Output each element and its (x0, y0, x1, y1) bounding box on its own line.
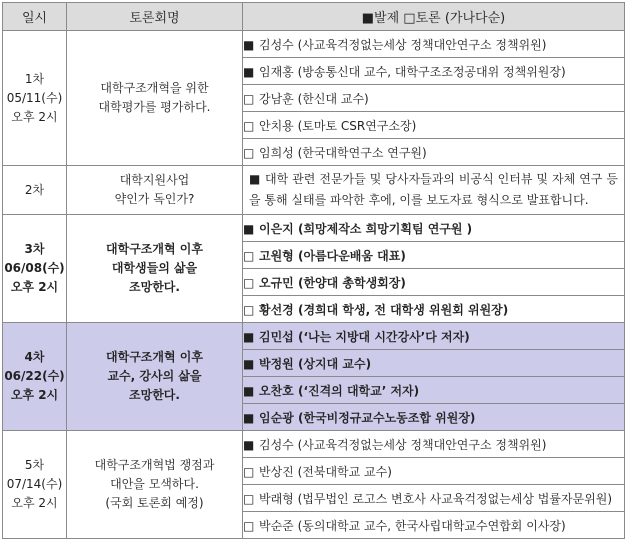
session-row (3, 166, 625, 215)
presenter-mark-icon: ■ (243, 383, 255, 398)
header-participants: ■발제 □토론 (가나다순) (243, 3, 625, 31)
participant-text: 황선경 (경희대 학생, 전 대학생 위원회 위원장) (259, 302, 509, 317)
participant (243, 112, 625, 139)
session-topic-line: 조망한다. (129, 280, 180, 294)
discussant-mark-icon: □ (243, 518, 255, 533)
session-topic-line: 조망한다. (129, 388, 180, 402)
presenter-mark-icon: ■ (243, 37, 255, 52)
participant-text: 박정원 (상지대 교수) (259, 356, 372, 371)
participant (243, 458, 625, 485)
participant (243, 296, 625, 323)
participant (243, 350, 625, 377)
presenter-mark-icon: ■ (243, 64, 255, 79)
session-date-line: 3차 (24, 242, 45, 256)
session-row (3, 215, 625, 242)
participant (243, 58, 625, 85)
participant (243, 269, 625, 296)
session-date (3, 31, 67, 166)
participant-text: 오규민 (한양대 총학생회장) (259, 275, 406, 290)
participant (243, 323, 625, 350)
participant-text: 임순광 (한국비정규교수노동조합 위원장) (259, 410, 476, 425)
participant-text: 임재홍 (방송통신대 교수, 대학구조조정공대위 정책위원장) (259, 64, 566, 79)
participant (243, 512, 625, 539)
session-date-line: 오후 2시 (11, 109, 58, 124)
session-date-line: 오후 2시 (10, 280, 59, 294)
participant-text: 김성수 (사교육걱정없는세상 정책대안연구소 정책위원) (259, 37, 547, 52)
session-date (3, 215, 67, 323)
participant-text: 이은지 (희망제작소 희망기획팀 연구원 ) (259, 221, 473, 236)
session-date-line: 06/22(수) (4, 369, 65, 383)
session-topic-line: 대안을 모색하다. (110, 477, 199, 491)
participant (243, 139, 625, 166)
participant (243, 31, 625, 58)
discussant-mark-icon: □ (243, 118, 255, 133)
participant-text: 대학 관련 전문가들 및 당사자들과의 비공식 인터뷰 및 자체 연구 등을 통해 실태를 파악한 후에, 이를 보도자료 형식으로 발표합니다. (249, 172, 618, 207)
presenter-mark-icon: ■ (243, 329, 255, 344)
discussant-mark-icon: □ (243, 302, 255, 317)
participant-text: 고원형 (아름다운배움 대표) (259, 248, 406, 263)
discussant-mark-icon: □ (243, 145, 255, 160)
schedule-table (2, 2, 625, 539)
participant-text: 박래형 (법무법인 로고스 변호사 사교육걱정없는세상 법률자문위원) (259, 491, 613, 506)
session-row (3, 323, 625, 350)
header-topic: 토론회명 (67, 3, 243, 31)
participant-text: 김민섭 (‘나는 지방대 시간강사’다 저자) (259, 329, 470, 344)
participant-text: 박순준 (동의대학교 교수, 한국사립대학교수연합회 이사장) (259, 518, 566, 533)
session-date-line: 07/14(수) (6, 477, 63, 491)
participant (243, 166, 625, 215)
session-topic-line: 대학평가를 평가하다. (98, 100, 211, 114)
presenter-mark-icon: ■ (243, 221, 255, 236)
discussant-mark-icon: □ (243, 491, 255, 506)
session-topic (67, 215, 243, 323)
session-topic-line: 대학구조개혁을 위한 (100, 81, 209, 95)
session-date-line: 오후 2시 (11, 496, 58, 510)
session-row (3, 431, 625, 458)
participant-text: 임희성 (한국대학연구소 연구원) (259, 145, 427, 160)
session-date (3, 323, 67, 431)
session-date-line: 2차 (24, 182, 45, 197)
session-topic (67, 323, 243, 431)
session-topic-line: 대학구조개혁 이후 (106, 242, 203, 256)
participant-text: 반상진 (전북대학교 교수) (259, 464, 392, 479)
presenter-mark-icon: ■ (249, 172, 261, 186)
participant (243, 242, 625, 269)
session-date-line: 05/11(수) (6, 90, 63, 105)
session-date (3, 166, 67, 215)
session-topic-line: 대학지원사업 (119, 173, 190, 187)
discussant-mark-icon: □ (243, 464, 255, 479)
session-topic (67, 31, 243, 166)
session-date-line: 오후 2시 (10, 388, 59, 402)
session-topic-line: 약인가 독인가? (114, 192, 195, 206)
presenter-mark-icon: ■ (243, 410, 255, 425)
participant-text: 강남훈 (한신대 교수) (259, 91, 369, 106)
session-topic-line: 대학구조개혁 이후 (106, 350, 203, 364)
header-row (3, 3, 625, 31)
participant (243, 431, 625, 458)
participant (243, 485, 625, 512)
participant (243, 85, 625, 112)
discussant-mark-icon: □ (243, 248, 255, 263)
session-topic-line: (국회 토론회 예정) (105, 496, 204, 510)
session-date-line: 1차 (24, 71, 45, 86)
session-date-line: 4차 (24, 350, 45, 364)
participant (243, 377, 625, 404)
discussant-mark-icon: □ (243, 91, 255, 106)
participant-text: 오찬호 (‘진격의 대학교’ 저자) (259, 383, 420, 398)
session-row (3, 31, 625, 58)
session-topic-line: 교수, 강사의 삶을 (107, 369, 202, 383)
participant (243, 404, 625, 431)
discussant-mark-icon: □ (243, 275, 255, 290)
presenter-mark-icon: ■ (243, 356, 255, 371)
session-date-line: 06/08(수) (4, 261, 65, 275)
header-date: 일시 (3, 3, 67, 31)
session-topic (67, 431, 243, 539)
session-date (3, 431, 67, 539)
session-topic (67, 166, 243, 215)
participant-text: 안치용 (토마토 CSR연구소장) (259, 118, 417, 133)
participant-text: 김성수 (사교육걱정없는세상 정책대안연구소 정책위원) (259, 437, 547, 452)
participant (243, 215, 625, 242)
session-date-line: 5차 (24, 458, 45, 472)
session-topic-line: 대학생들의 삶을 (111, 261, 198, 275)
session-topic-line: 대학구조개혁법 쟁점과 (94, 458, 215, 472)
presenter-mark-icon: ■ (243, 437, 255, 452)
